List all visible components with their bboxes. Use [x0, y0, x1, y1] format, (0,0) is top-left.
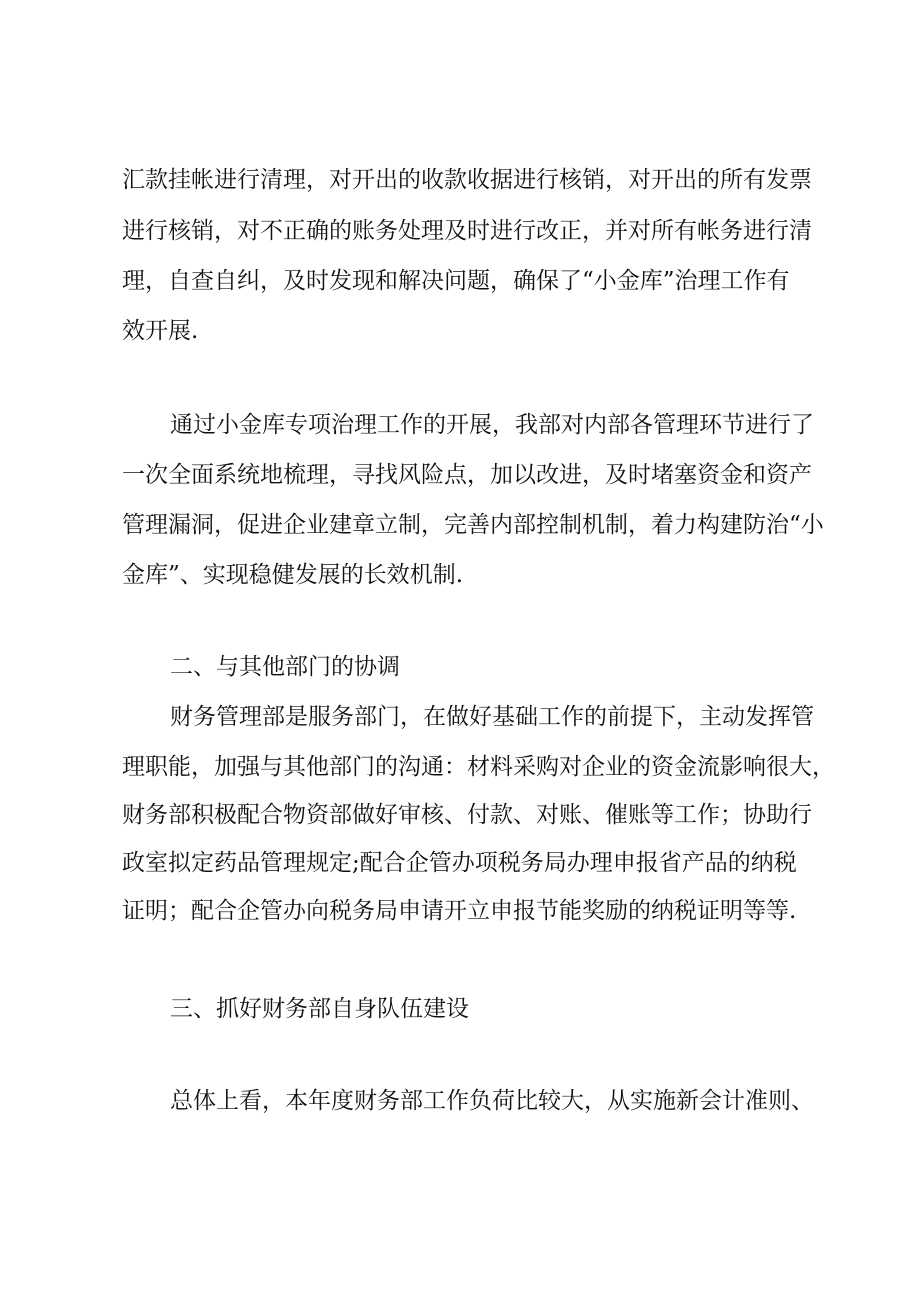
paragraph-4-line-1: 总体上看，本年度财务部工作负荷比较大，从实施新会计准则、	[170, 1088, 814, 1114]
paragraph-3-line-2: 理职能，加强与其他部门的沟通：材料采购对企业的资金流影响很大，	[122, 754, 835, 780]
paragraph-2-line-1: 通过小金库专项治理工作的开展，我部对内部各管理环节进行了	[170, 412, 814, 438]
paragraph-3-line-1: 财务管理部是服务部门，在做好基础工作的前提下，主动发挥管	[170, 704, 814, 730]
section-heading-2: 二、与其他部门的协调	[170, 654, 400, 680]
paragraph-1-line-1: 汇款挂帐进行清理，对开出的收款收据进行核销，对开出的所有发票	[122, 167, 812, 193]
section-heading-3: 三、抓好财务部自身队伍建设	[170, 996, 469, 1022]
paragraph-1-line-2: 进行核销，对不正确的账务处理及时进行改正，并对所有帐务进行清	[122, 218, 812, 244]
paragraph-3-line-4: 政室拟定药品管理规定;配合企管办项税务局办理申报省产品的纳税	[122, 850, 797, 876]
paragraph-2-line-4: 金库”、实现稳健发展的长效机制.	[122, 562, 464, 588]
paragraph-1-line-4: 效开展.	[122, 318, 199, 344]
paragraph-3-line-5: 证明；配合企管办向税务局申请开立申报节能奖励的纳税证明等等.	[122, 898, 797, 924]
paragraph-2-line-2: 一次全面系统地梳理，寻找风险点，加以改进，及时堵塞资金和资产	[122, 462, 812, 488]
paragraph-3-line-3: 财务部积极配合物资部做好审核、付款、对账、催账等工作；协助行	[122, 802, 812, 828]
paragraph-2-line-3: 管理漏洞，促进企业建章立制，完善内部控制机制，着力构建防治“小	[122, 512, 824, 538]
paragraph-1-line-3: 理，自查自纠，及时发现和解决问题，确保了“小金库”治理工作有	[122, 268, 790, 294]
